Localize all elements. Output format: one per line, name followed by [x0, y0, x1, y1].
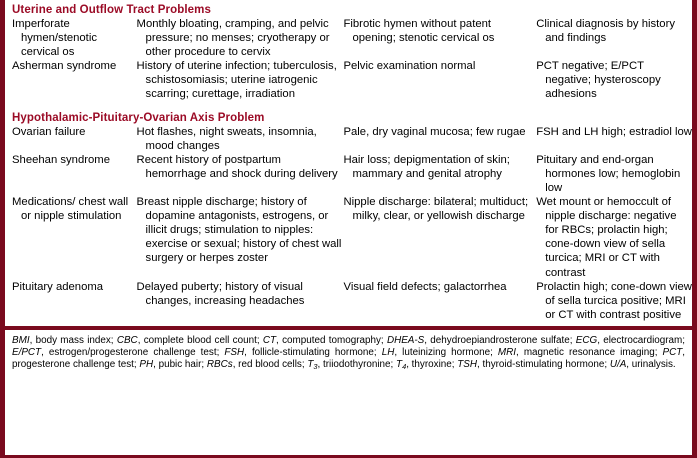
cell-history: Hot flashes, night sweats, insomnia, mood changes: [136, 125, 317, 152]
table-row: [5, 153, 692, 195]
abbreviation-definition: , triiodothyronine;: [317, 359, 397, 371]
clinical-table: [5, 0, 692, 322]
abbreviation-term: MRI: [497, 347, 517, 359]
abbreviation-definition: , estrogen/progesterone challenge test;: [41, 347, 225, 359]
abbreviation-definition: , red blood cells;: [232, 359, 308, 371]
abbreviation-definition: , urinalysis.: [626, 359, 676, 371]
abbreviation-definition: , electrocardiogram;: [597, 334, 686, 346]
abbreviation-term: DHEA-S: [386, 334, 425, 346]
abbreviation-definition: , pubic hair;: [153, 359, 207, 371]
abbreviation-term: $T_3$: [307, 359, 318, 372]
cell-tests: Prolactin high; cone-down view of sella turcica positive; MRI or CT with contrast positive: [536, 280, 692, 321]
abbreviations-footnote: [5, 330, 692, 372]
abbreviation-term: BMI: [12, 334, 30, 346]
abbreviation-definition: , computed tomography;: [276, 334, 387, 346]
cell-history: History of uterine infection; tuberculosis, schistosomiasis; uterine iatrogenic scarring; curettage, irradiation: [136, 60, 337, 101]
cell-tests: Clinical diagnosis by history and findings: [536, 18, 675, 45]
cell-tests: Pituitary and end-organ hormones low; hemoglobin low: [536, 153, 681, 194]
table-row: [5, 59, 692, 101]
cell-condition: Asherman syndrome: [12, 60, 117, 73]
abbreviation-term: CBC: [116, 334, 138, 346]
abbreviation-definition: , thyroxine;: [406, 359, 458, 371]
abbreviation-term: FSH: [224, 347, 245, 359]
abbreviation-term: RBCs: [206, 359, 233, 371]
abbreviation-term: CT: [262, 334, 277, 346]
cell-exam: Fibrotic hymen without patent opening; stenotic cervical os: [343, 18, 495, 45]
cell-exam: Pelvic examination normal: [343, 60, 476, 73]
cell-condition: Imperforate hymen/stenotic cervical os: [12, 18, 97, 59]
table-row: [5, 125, 692, 153]
cell-tests: FSH and LH high; estradiol low: [536, 125, 692, 138]
table-row: [5, 17, 692, 59]
cell-history: Monthly bloating, cramping, and pelvic pressure; no menses; cryotherapy or other procedure to cervix: [136, 18, 330, 59]
abbreviation-term: PCT: [662, 347, 683, 359]
cell-history: Breast nipple discharge; history of dopamine antagonists, estrogens, or illicit drugs; stimulation to nipples: exercise or sexual; history of chest wall surgery or herpes zoster: [136, 196, 342, 265]
cell-tests: PCT negative; E/PCT negative; hysteroscopy adhesions: [536, 60, 661, 101]
abbreviation-definition: , progesterone challenge test;: [12, 347, 686, 371]
section-header-hpo-axis: Hypothalamic-Pituitary-Ovarian Axis Problem: [12, 111, 265, 124]
abbreviation-definition: , complete blood cell count;: [137, 334, 263, 346]
cell-exam: Nipple discharge: bilateral; multiduct; milky, clear, or yellowish discharge: [343, 196, 529, 223]
abbreviation-definition: , thyroid-stimulating hormone;: [476, 359, 610, 371]
cell-condition: Ovarian failure: [12, 125, 86, 138]
abbreviation-definition: , magnetic resonance imaging;: [516, 347, 663, 359]
abbreviation-term: TSH: [457, 359, 477, 371]
abbreviation-term: U/A: [609, 359, 627, 371]
abbreviation-definition: , body mass index;: [29, 334, 117, 346]
abbreviation-definition: , dehydroepiandrosterone sulfate;: [424, 334, 576, 346]
cell-exam: Pale, dry vaginal mucosa; few rugae: [343, 125, 526, 138]
abbreviation-definition: , follicle-stimulating hormone;: [244, 347, 382, 359]
table-row: [5, 195, 692, 280]
cell-exam: Visual field defects; galactorrhea: [343, 280, 507, 293]
cell-condition: Sheehan syndrome: [12, 153, 110, 166]
cell-history: Recent history of postpartum hemorrhage and shock during delivery: [136, 153, 338, 180]
cell-history: Delayed puberty; history of visual changes, increasing headaches: [136, 280, 305, 307]
cell-condition: Pituitary adenoma: [12, 280, 104, 293]
section-header-uterine: Uterine and Outflow Tract Problems: [12, 4, 211, 16]
abbreviation-term: E/PCT: [12, 347, 42, 359]
abbreviation-term: ECG: [575, 334, 598, 346]
cell-tests: Wet mount or hemoccult of nipple discharge: negative for RBCs; prolactin high; cone-down view of sella turcica; MRI or CT with contrast: [536, 196, 677, 279]
abbreviation-term: $T_4$: [396, 359, 407, 372]
cell-exam: Hair loss; depigmentation of skin; mammary and genital atrophy: [343, 153, 510, 180]
cell-condition: Medications/ chest wall or nipple stimulation: [12, 196, 129, 223]
abbreviation-term: PH: [139, 359, 154, 371]
table-row: [5, 280, 692, 322]
abbreviation-term: LH: [381, 347, 395, 359]
abbreviation-definition: , luteinizing hormone;: [394, 347, 498, 359]
